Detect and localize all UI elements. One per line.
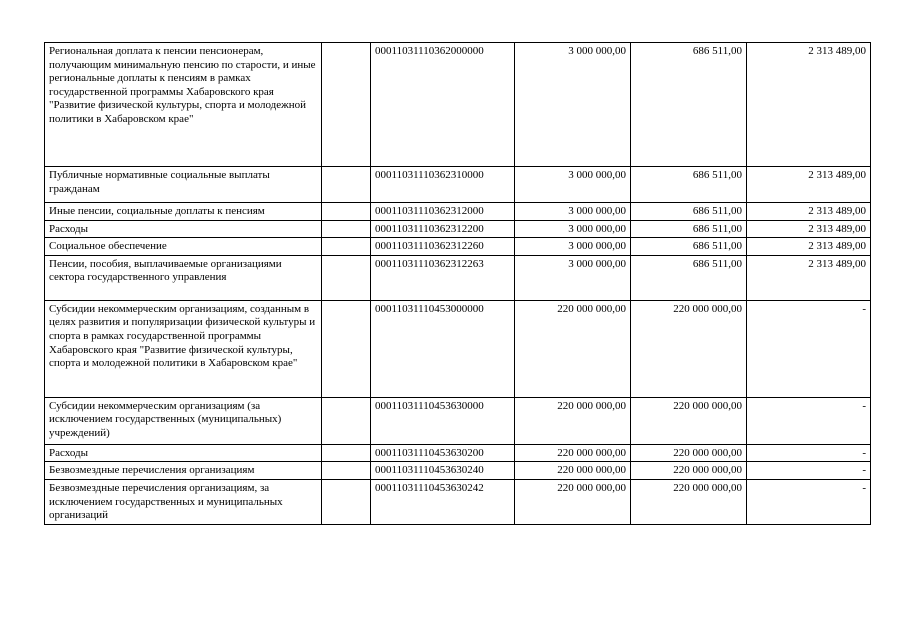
- row-name-cell: Региональная доплата к пенсии пенсионерам, получающим минимальную пенсию по старости, и иные региональные доплаты к пенсиям в рамках государственной программы Хабаровского края "Развитие физической культуры, спорта и молодежной политики в Хабаровском крае": [45, 43, 322, 167]
- row-code-cell: 00011031110362310000: [371, 167, 515, 203]
- row-remaining-cell: 2 313 489,00: [747, 203, 871, 221]
- table-row: [45, 220, 871, 238]
- empty-cell: [322, 479, 371, 524]
- row-name-cell: Пенсии, пособия, выплачиваемые организациями сектора государственного управления: [45, 255, 322, 300]
- row-executed-cell: 686 511,00: [631, 203, 747, 221]
- table-row: [45, 479, 871, 524]
- row-name-cell: Иные пенсии, социальные доплаты к пенсиям: [45, 203, 322, 221]
- row-code-cell: 00011031110362312260: [371, 238, 515, 256]
- empty-cell: [322, 43, 371, 167]
- table-row: [45, 444, 871, 462]
- row-approved-cell: 3 000 000,00: [515, 220, 631, 238]
- row-code-cell: 00011031110453630000: [371, 397, 515, 444]
- row-approved-cell: 3 000 000,00: [515, 238, 631, 256]
- table-row: [45, 462, 871, 480]
- empty-cell: [322, 444, 371, 462]
- table-row: [45, 167, 871, 203]
- row-executed-cell: 686 511,00: [631, 255, 747, 300]
- row-executed-cell: 686 511,00: [631, 238, 747, 256]
- empty-cell: [322, 203, 371, 221]
- row-code-cell: 00011031110453000000: [371, 300, 515, 397]
- empty-cell: [322, 300, 371, 397]
- row-code-cell: 00011031110453630242: [371, 479, 515, 524]
- row-code-cell: 00011031110362312200: [371, 220, 515, 238]
- table-row: [45, 397, 871, 444]
- row-code-cell: 00011031110362312000: [371, 203, 515, 221]
- empty-cell: [322, 167, 371, 203]
- row-executed-cell: 686 511,00: [631, 43, 747, 167]
- row-approved-cell: 220 000 000,00: [515, 444, 631, 462]
- row-executed-cell: 220 000 000,00: [631, 462, 747, 480]
- row-executed-cell: 220 000 000,00: [631, 300, 747, 397]
- row-remaining-cell: 2 313 489,00: [747, 255, 871, 300]
- empty-cell: [322, 462, 371, 480]
- row-remaining-cell: -: [747, 444, 871, 462]
- budget-execution-table: [44, 42, 871, 525]
- row-executed-cell: 686 511,00: [631, 220, 747, 238]
- row-remaining-cell: 2 313 489,00: [747, 220, 871, 238]
- row-name-cell: Безвозмездные перечисления организациям: [45, 462, 322, 480]
- row-approved-cell: 3 000 000,00: [515, 167, 631, 203]
- row-executed-cell: 686 511,00: [631, 167, 747, 203]
- row-approved-cell: 3 000 000,00: [515, 43, 631, 167]
- row-name-cell: Публичные нормативные социальные выплаты гражданам: [45, 167, 322, 203]
- row-code-cell: 00011031110453630240: [371, 462, 515, 480]
- empty-cell: [322, 238, 371, 256]
- row-code-cell: 00011031110362312263: [371, 255, 515, 300]
- row-approved-cell: 3 000 000,00: [515, 203, 631, 221]
- row-name-cell: Расходы: [45, 444, 322, 462]
- row-remaining-cell: 2 313 489,00: [747, 167, 871, 203]
- row-name-cell: Субсидии некоммерческим организациям (за исключением государственных (муниципальных) учреждений): [45, 397, 322, 444]
- empty-cell: [322, 397, 371, 444]
- row-name-cell: Субсидии некоммерческим организациям, созданным в целях развития и популяризации физической культуры и спорта в рамках государственной программы Хабаровского края "Развитие физической культуры, спорта и молодежной политики в Хабаровском крае": [45, 300, 322, 397]
- table-row: [45, 238, 871, 256]
- row-remaining-cell: -: [747, 397, 871, 444]
- row-remaining-cell: -: [747, 462, 871, 480]
- row-name-cell: Расходы: [45, 220, 322, 238]
- table-row: [45, 203, 871, 221]
- row-executed-cell: 220 000 000,00: [631, 444, 747, 462]
- row-code-cell: 00011031110362000000: [371, 43, 515, 167]
- row-name-cell: Безвозмездные перечисления организациям, за исключением государственных и муниципальных организаций: [45, 479, 322, 524]
- table-row: [45, 43, 871, 167]
- empty-cell: [322, 220, 371, 238]
- document-page: [44, 42, 871, 525]
- table-row: [45, 300, 871, 397]
- row-remaining-cell: 2 313 489,00: [747, 43, 871, 167]
- row-executed-cell: 220 000 000,00: [631, 479, 747, 524]
- row-approved-cell: 220 000 000,00: [515, 300, 631, 397]
- table-row: [45, 255, 871, 300]
- row-remaining-cell: 2 313 489,00: [747, 238, 871, 256]
- row-remaining-cell: -: [747, 300, 871, 397]
- row-approved-cell: 220 000 000,00: [515, 462, 631, 480]
- row-executed-cell: 220 000 000,00: [631, 397, 747, 444]
- row-approved-cell: 220 000 000,00: [515, 479, 631, 524]
- row-code-cell: 00011031110453630200: [371, 444, 515, 462]
- row-approved-cell: 3 000 000,00: [515, 255, 631, 300]
- row-approved-cell: 220 000 000,00: [515, 397, 631, 444]
- empty-cell: [322, 255, 371, 300]
- row-remaining-cell: -: [747, 479, 871, 524]
- row-name-cell: Социальное обеспечение: [45, 238, 322, 256]
